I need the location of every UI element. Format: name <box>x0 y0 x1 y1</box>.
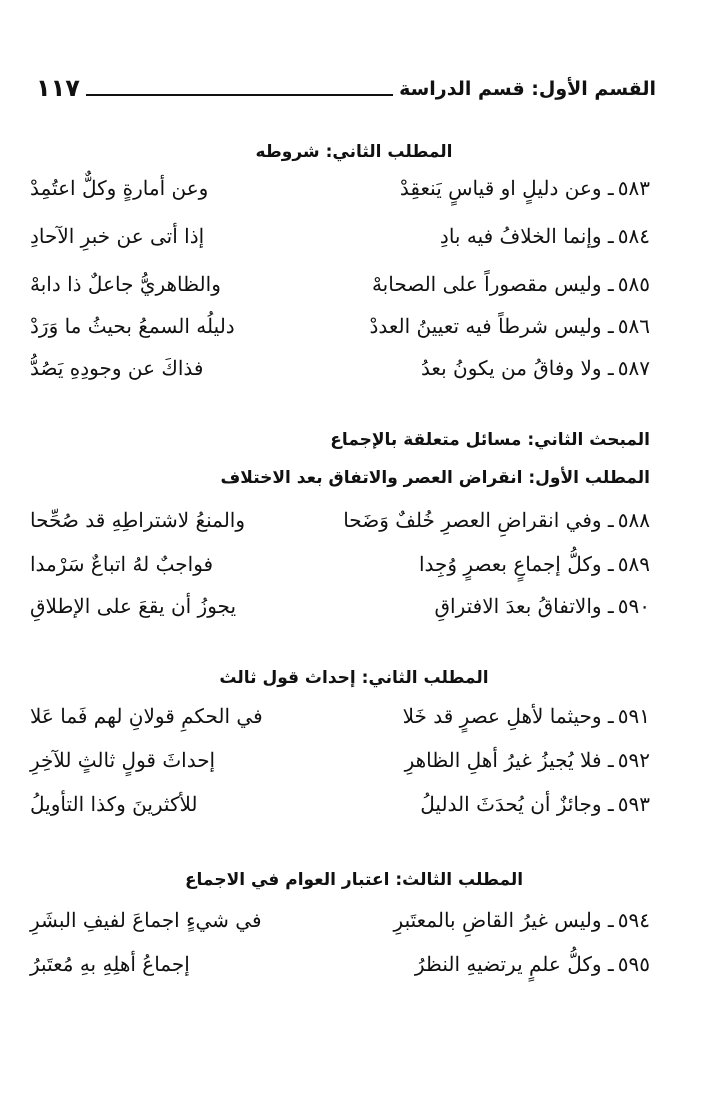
verse-number: ٥٩١ <box>617 704 650 728</box>
verse-first-hemistich: ٥٨٤ـ وإنما الخلافُ فيه بادِ <box>439 224 650 248</box>
section-heading: المطلب الثاني: إحداث قول ثالث <box>219 668 489 688</box>
verse-number: ٥٩٢ <box>617 748 650 772</box>
verse-second-hemistich: فواجبٌ لهُ اتباعٌ سَرْمدا <box>30 552 214 576</box>
verse-line <box>30 792 650 832</box>
verse-number: ٥٨٧ <box>617 356 650 380</box>
verse-first-hemistich: ٥٨٣ـ وعن دليلٍ او قياسٍ يَنعقِدْ <box>399 176 650 200</box>
verse-first-hemistich: ٥٨٧ـ ولا وفاقُ من يكونُ بعدُ <box>420 356 650 380</box>
verse-first-hemistich: ٥٩٢ـ فلا يُجيزُ غيرُ أهلِ الظاهرِ <box>404 748 650 772</box>
verse-line <box>30 552 650 592</box>
verse-number: ٥٨٥ <box>617 272 650 296</box>
running-title: القسم الأول: قسم الدراسة <box>399 78 656 100</box>
header-rule <box>86 94 393 96</box>
verse-first-hemistich: ٥٩٣ـ وجائزٌ أن يُحدَثَ الدليلُ <box>420 792 650 816</box>
verse-second-hemistich: في الحكمِ قولانِ لهم فَما عَلا <box>30 704 263 728</box>
verse-second-hemistich: دليلُه السمعُ بحيثُ ما وَرَدْ <box>30 314 235 338</box>
verse-second-hemistich: إحداثَ قولٍ ثالثٍ للآخِرِ <box>30 748 216 772</box>
verse-number: ٥٨٨ <box>617 508 650 532</box>
verse-first-hemistich: ٥٨٥ـ وليس مقصوراً على الصحابهْ <box>371 272 650 296</box>
verse-second-hemistich: في شيءٍ اجماعَ لفيفِ البشَرِ <box>30 908 262 932</box>
verse-second-hemistich: والمنعُ لاشتراطِهِ قد صُحِّحا <box>30 508 246 532</box>
section-heading: المطلب الأول: انقراض العصر والاتفاق بعد الاختلاف <box>220 468 650 488</box>
verse-number: ٥٩٥ <box>617 952 650 976</box>
verse-second-hemistich: وعن أمارةٍ وكلٌّ اعتُمِدْ <box>30 176 209 200</box>
verse-number: ٥٩٣ <box>617 792 650 816</box>
verse-first-hemistich: ٥٩٥ـ وكلُّ علمٍ يرتضيهِ النظرُ <box>414 952 650 976</box>
verse-line <box>30 508 650 548</box>
verse-first-hemistich: ٥٩٠ـ والاتفاقُ بعدَ الافتراقِ <box>434 594 650 618</box>
verse-number: ٥٨٦ <box>617 314 650 338</box>
verse-second-hemistich: فذاكَ عن وجودِهِ يَصُدُّ <box>30 356 204 380</box>
verse-line <box>30 314 650 354</box>
section-heading: المطلب الثالث: اعتبار العوام في الاجماع <box>184 870 524 890</box>
verse-first-hemistich: ٥٨٩ـ وكلُّ إجماعٍ بعصرٍ وُجِدا <box>418 552 650 576</box>
verse-line <box>30 272 650 312</box>
verse-number: ٥٩٠ <box>617 594 650 618</box>
verse-line <box>30 952 650 992</box>
chapter-heading: المبحث الثاني: مسائل متعلقة بالإجماع <box>330 430 650 450</box>
section-heading: المطلب الثاني: شروطه <box>255 142 453 162</box>
verse-second-hemistich: يجوزُ أن يقعَ على الإطلاقِ <box>30 594 237 618</box>
verse-line <box>30 224 650 264</box>
verse-line <box>30 908 650 948</box>
verse-number: ٥٨٤ <box>617 224 650 248</box>
verse-line <box>30 356 650 396</box>
verse-second-hemistich: والظاهريُّ جاعلٌ ذا دابهْ <box>30 272 221 296</box>
verse-first-hemistich: ٥٨٨ـ وفي انقراضِ العصرِ خُلفٌ وَضَحا <box>343 508 650 532</box>
verse-first-hemistich: ٥٨٦ـ وليس شرطاً فيه تعيينُ العددْ <box>369 314 650 338</box>
verse-first-hemistich: ٥٩١ـ وحيثما لأهلِ عصرٍ قد خَلا <box>402 704 650 728</box>
verse-second-hemistich: إجماعُ أهلِهِ بهِ مُعتَبرُ <box>30 952 190 976</box>
verse-second-hemistich: للأكثرينَ وكذا التأويلُ <box>30 792 198 816</box>
verse-line <box>30 704 650 744</box>
verse-line <box>30 594 650 634</box>
verse-number: ٥٨٣ <box>617 176 650 200</box>
verse-number: ٥٨٩ <box>617 552 650 576</box>
verse-first-hemistich: ٥٩٤ـ وليس غيرُ القاضِ بالمعتَبرِ <box>393 908 650 932</box>
verse-line <box>30 176 650 216</box>
running-header <box>36 66 656 102</box>
verse-line <box>30 748 650 788</box>
page-number: ١١٧ <box>36 74 80 102</box>
verse-number: ٥٩٤ <box>617 908 650 932</box>
verse-second-hemistich: إذا أتى عن خبرِ الآحادِ <box>30 224 205 248</box>
